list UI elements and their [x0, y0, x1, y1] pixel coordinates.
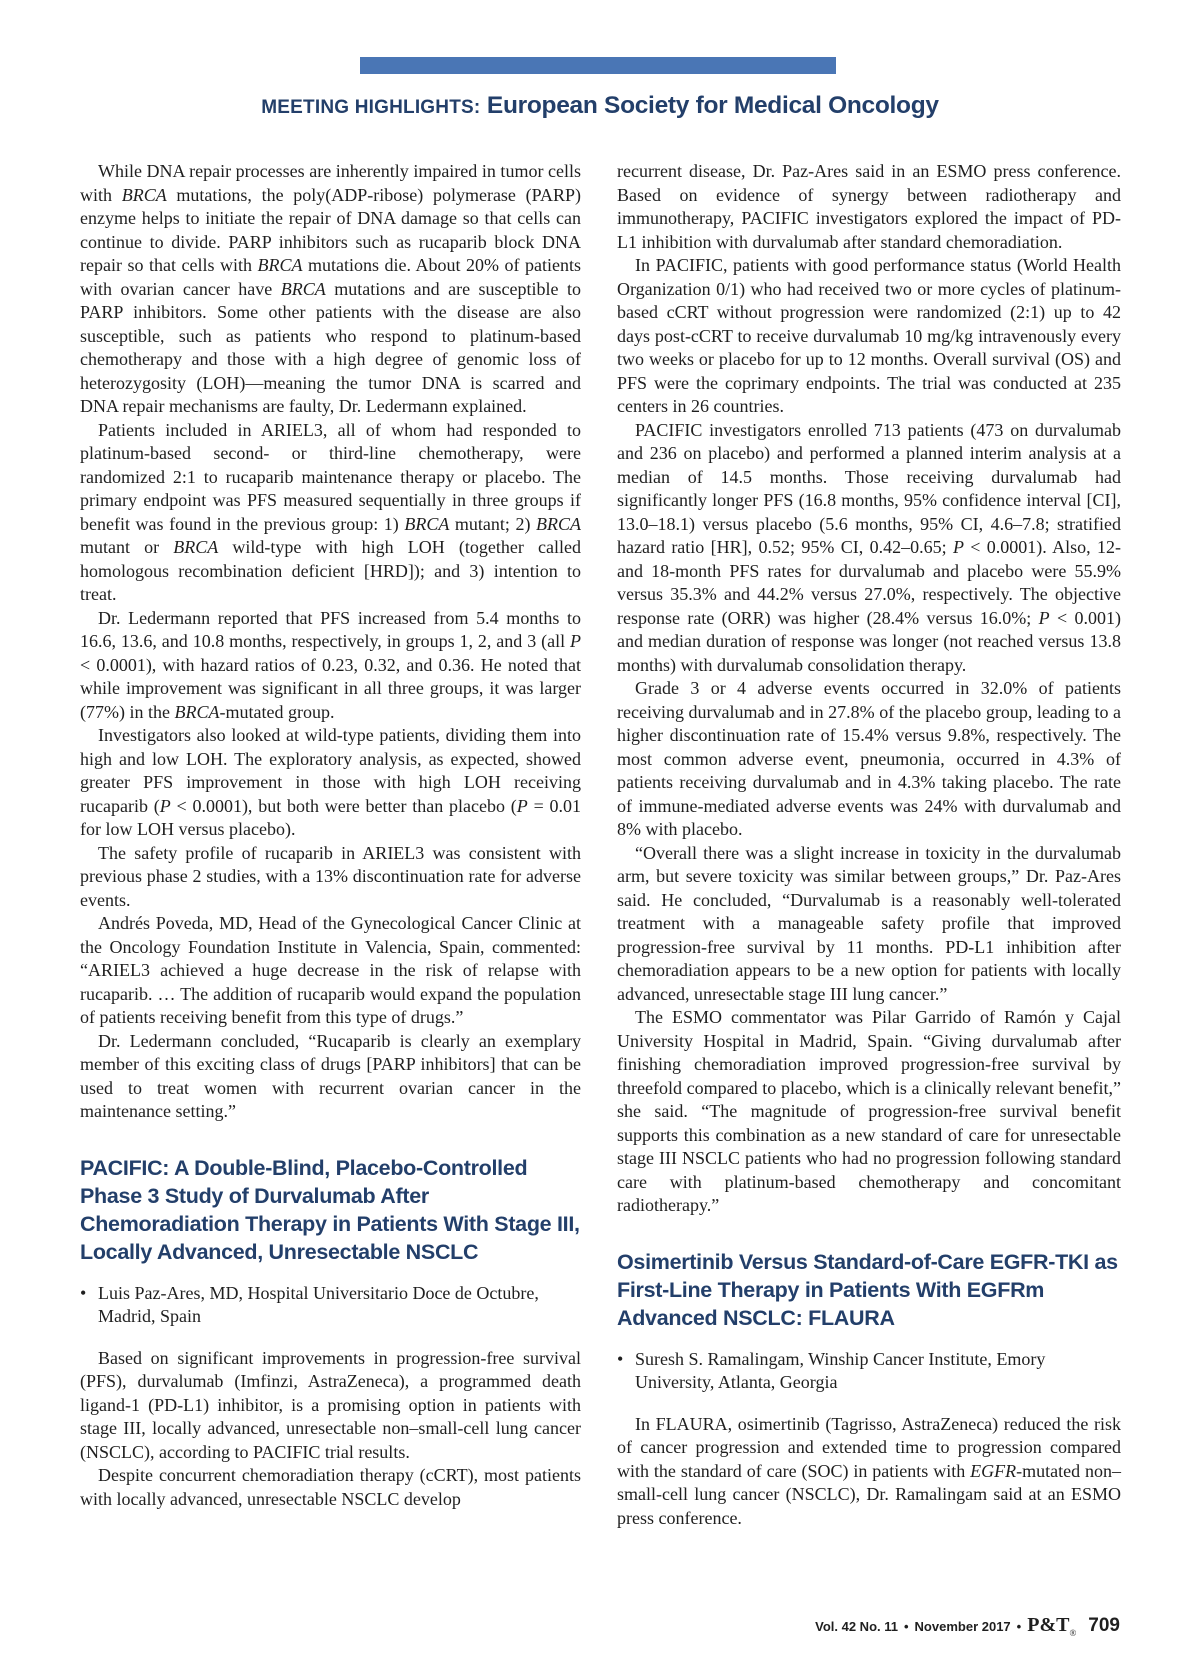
right-paragraph-7: In FLAURA, osimertinib (Tagrisso, AstraZeneca) reduced the risk of cancer progression and extended time to progression compared with the standard of care (SOC) in patients with EGFR-mutated non–small-cell lung cancer (NSCLC), Dr. Ramalingam said at an ESMO press conference. — [617, 1413, 1121, 1528]
right-paragraph-4: Grade 3 or 4 adverse events occurred in 32.0% of patients receiving durvalumab and in 27.8% of the placebo group, leading to a higher discontinuation rate of 15.4% versus 9.8%, respectively. The most common adverse event, pneumonia, occurred in 4.3% of patients receiving durvalumab and in 4.3% taking placebo. The rate of immune-mediated adverse events was 24% with durvalumab and 8% with placebo. — [617, 678, 1121, 839]
header-title-smallcaps: MEETING HIGHLIGHTS: — [261, 97, 481, 118]
right-paragraph-1: recurrent disease, Dr. Paz-Ares said in an ESMO press conference. Based on evidence of synergy between radiotherapy and immunotherapy, PACIFIC investigators explored the impact of PD-L1 inhibition with durvalumab after standard chemoradiation. — [617, 161, 1121, 252]
left-paragraph-8: Based on significant improvements in progression-free survival (PFS), durvalumab (Imfinzi, AstraZeneca), a programmed death ligand-1 (PD-L1) inhibitor, is a promising option in patients with stage III, locally advanced, unresectable non–small-cell lung cancer (NSCLC), according to PACIFIC trial results. — [80, 1347, 581, 1462]
top-color-bar — [360, 57, 836, 74]
left-paragraph-2: Patients included in ARIEL3, all of whom had responded to platinum-based second- or third-line chemotherapy, were randomized 2:1 to rucaparib maintenance therapy or placebo. The primary endpoint was PFS measured sequentially in three groups if benefit was found in the previous group: 1) BRCA mutant; 2) BRCA mutant or BRCA wild-type with high LOH (together called homologous recombination deficient [HRD]); and 3) intention to treat. — [80, 419, 581, 604]
left-paragraph-3: Dr. Ledermann reported that PFS increased from 5.4 months to 16.6, 13.6, and 10.8 months, respectively, in groups 1, 2, and 3 (all P < 0.0001), with hazard ratios of 0.23, 0.32, and 0.36. He noted that while improvement was significant in all three groups, it was larger (77%) in the BRCA-mutated group. — [80, 607, 581, 722]
footer-date: November 2017 — [914, 1619, 1011, 1634]
section-heading-pacific: PACIFIC: A Double-Blind, Placebo-Controlled Phase 3 Study of Durvalumab After Chemoradiation Therapy in Patients With Stage III, Locally Advanced, Unresectable NSCLC — [80, 1155, 580, 1264]
left-paragraph-5: The safety profile of rucaparib in ARIEL3 was consistent with previous phase 2 studies, with a 13% discontinuation rate for adverse events. — [80, 842, 581, 910]
right-paragraph-2: In PACIFIC, patients with good performance status (World Health Organization 0/1) who had received two or more cycles of platinum-based cCRT without progression were randomized (2:1) up to 42 days post-cCRT to receive durvalumab 10 mg/kg intravenously every two weeks or placebo for up to 12 months. Overall survival (OS) and PFS were the coprimary endpoints. The trial was conducted at 235 centers in 26 countries. — [617, 255, 1121, 416]
author-line-ramalingam — [617, 1348, 1121, 1395]
right-paragraph-5: “Overall there was a slight increase in toxicity in the durvalumab arm, but severe toxicity was similar between groups,” Dr. Paz-Ares said. He concluded, “Durvalumab is a reasonably well-tolerated treatment with a manageable safety profile that improved progression-free survival by 11 months. PD-L1 inhibition after chemoradiation appears to be a new option for patients with locally advanced, unresectable stage III lung cancer.” — [617, 842, 1121, 1004]
page-number: 709 — [1088, 1615, 1120, 1636]
registered-mark: ® — [1069, 1628, 1077, 1638]
footer-separator-2: • — [1016, 1619, 1022, 1634]
footer-volume: Vol. 42 No. 11 — [815, 1619, 898, 1634]
footer-journal-name: $P\&T_®$ — [1027, 1614, 1077, 1638]
bullet-icon: • — [80, 1282, 87, 1303]
left-paragraph-7: Dr. Ledermann concluded, “Rucaparib is clearly an exemplary member of this exciting class of drugs [PARP inhibitors] that can be used to treat women with recurrent ovarian cancer in the maintenance setting.” — [80, 1030, 581, 1121]
right-paragraph-6: The ESMO commentator was Pilar Garrido of Ramón y Cajal University Hospital in Madrid, Spain. “Giving durvalumab after finishing chemoradiation improved progression-free survival by threefold compared to placebo, which is a clinically relevant benefit,” she said. “The magnitude of progression-free survival benefit supports this combination as a new standard of care for unresectable stage III NSCLC patients who had no progression following standard care with platinum-based chemotherapy and concomitant radiotherapy.” — [617, 1007, 1121, 1215]
author-line-paz-ares — [80, 1282, 581, 1329]
page-footer — [815, 1614, 1120, 1638]
author-text: Suresh S. Ramalingam, Winship Cancer Institute, Emory University, Atlanta, Georgia — [635, 1348, 1046, 1392]
header-title-rest: European Society for Medical Oncology — [480, 92, 939, 119]
left-paragraph-6: Andrés Poveda, MD, Head of the Gynecological Cancer Clinic at the Oncology Foundation Institute in Valencia, Spain, commented: “ARIEL3 achieved a huge decrease in the risk of relapse with rucaparib. … The addition of rucaparib would expand the population of patients receiving benefit from this type of drugs.” — [80, 913, 581, 1027]
author-text: Luis Paz-Ares, MD, Hospital Universitario Doce de Octubre, Madrid, Spain — [98, 1282, 539, 1326]
left-paragraph-1: While DNA repair processes are inherently impaired in tumor cells with BRCA mutations, the poly(ADP-ribose) polymerase (PARP) enzyme helps to initiate the repair of DNA damage so that cells can continue to divide. PARP inhibitors such as rucaparib block DNA repair so that cells with BRCA mutations die. About 20% of patients with ovarian cancer have BRCA mutations and are susceptible to PARP inhibitors. Some other patients with the disease are also susceptible, such as patients who respond to platinum-based chemotherapy and those with a high degree of genomic loss of heterozygosity (LOH)—meaning the tumor DNA is scarred and DNA repair mechanisms are faulty, Dr. Ledermann explained. — [80, 161, 581, 416]
left-paragraph-4: Investigators also looked at wild-type patients, dividing them into high and low LOH. The exploratory analysis, as expected, showed greater PFS improvement in those with high LOH receiving rucaparib (P < 0.0001), but both were better than placebo (P = 0.01 for low LOH versus placebo). — [80, 725, 582, 839]
right-paragraph-3: PACIFIC investigators enrolled 713 patients (473 on durvalumab and 236 on placebo) and performed a planned interim analysis at a median of 14.5 months. Those receiving durvalumab had significantly longer PFS (16.8 months, 95% confidence interval [CI], 13.0–18.1) versus placebo (5.6 months, 95% CI, 4.6–7.8; stratified hazard ratio [HR], 0.52; 95% CI, 0.42–0.65; P < 0.0001). Also, 12- and 18-month PFS rates for durvalumab and placebo were 55.9% versus 35.3% and 44.2% versus 27.0%, respectively. The objective response rate (ORR) was higher (28.4% versus 16.0%; P < 0.001) and median duration of response was longer (not reached versus 13.8 months) with durvalumab consolidation therapy. — [617, 419, 1122, 675]
bullet-icon: • — [617, 1348, 624, 1369]
right-column — [617, 160, 1121, 1530]
left-column — [80, 160, 581, 1511]
page-header — [0, 92, 1200, 120]
footer-separator-1: • — [903, 1619, 909, 1634]
section-heading-flaura: Osimertinib Versus Standard-of-Care EGFR-TKI as First-Line Therapy in Patients With EGFRm Advanced NSCLC: FLAURA — [617, 1249, 1118, 1330]
left-paragraph-9: Despite concurrent chemoradiation therapy (cCRT), most patients with locally advanced, unresectable NSCLC develop — [80, 1465, 581, 1509]
